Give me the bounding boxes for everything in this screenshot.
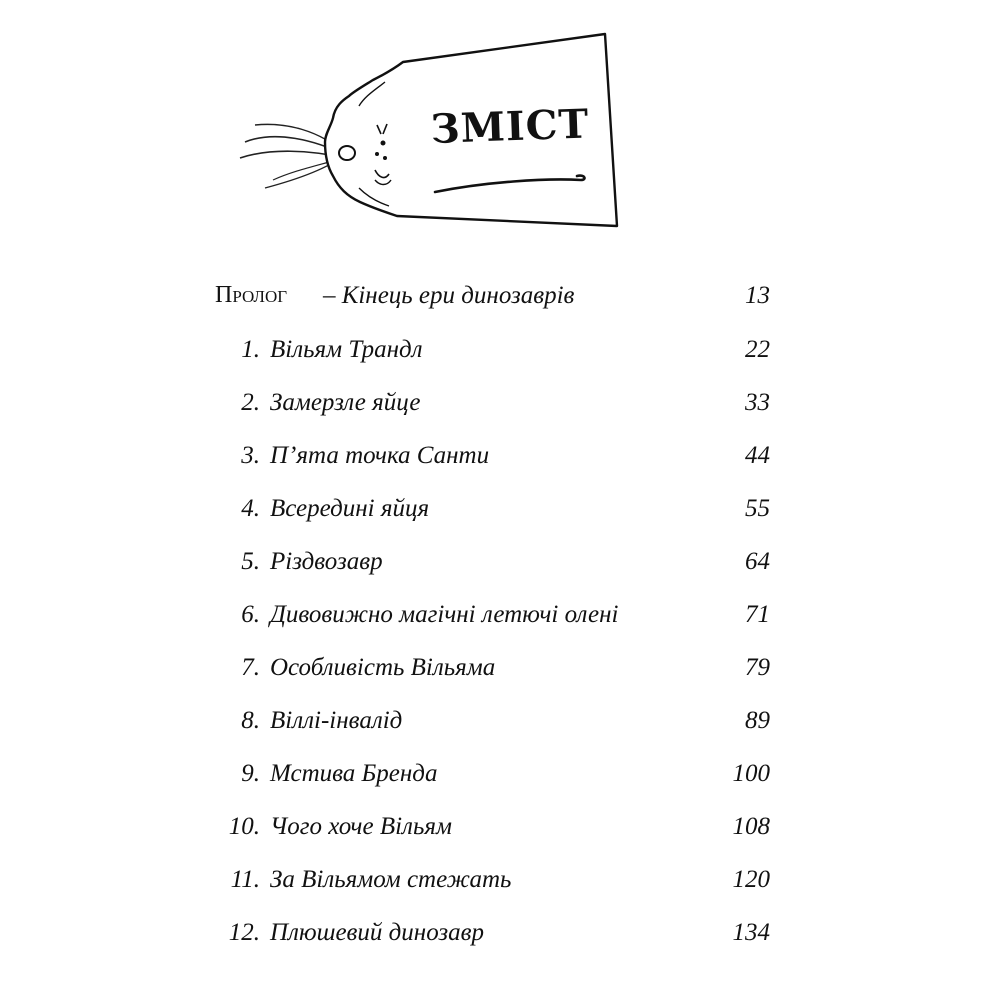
toc-chapter-title: Замерзле яйце <box>270 389 421 416</box>
toc-page-number: 64 <box>745 548 770 575</box>
toc-chapter-title: П’ята точка Санти <box>270 442 490 469</box>
toc-page-number: 79 <box>745 654 770 681</box>
toc-row[interactable] <box>205 654 770 694</box>
luggage-tag <box>225 30 625 250</box>
toc-chapter-number: 5. <box>241 548 260 575</box>
toc-page-number: 22 <box>745 336 770 363</box>
toc-chapter-number: 8. <box>241 707 260 734</box>
toc-prologue-title: – Кінець ери динозаврів <box>323 282 575 309</box>
toc-chapter-title: За Вільямом стежать <box>270 866 512 893</box>
toc-page-number: 120 <box>732 866 770 893</box>
toc-chapter-title: Різдвозавр <box>270 548 383 575</box>
toc-chapter-title: Особливість Вільяма <box>270 654 496 681</box>
toc-chapter-title: Дивовижно магічні летючі олені <box>270 601 619 628</box>
toc-page-number: 100 <box>732 760 770 787</box>
toc-page-number: 33 <box>745 389 770 416</box>
toc-row[interactable] <box>205 813 770 853</box>
toc-chapter-number: 11. <box>230 866 260 893</box>
toc-chapter-number: 10. <box>228 813 260 840</box>
toc-chapter-number: 2. <box>241 389 260 416</box>
toc-chapter-title: Вільям Трандл <box>270 336 423 363</box>
toc-row[interactable] <box>205 548 770 588</box>
toc-page-number: 89 <box>745 707 770 734</box>
toc-page-number: 108 <box>732 813 770 840</box>
toc-page-number: 13 <box>745 282 770 309</box>
toc-chapter-number: 4. <box>241 495 260 522</box>
toc-row[interactable] <box>205 336 770 376</box>
toc-row[interactable] <box>205 919 770 959</box>
toc-chapter-number: 7. <box>241 654 260 681</box>
toc-chapter-title: Плюшевий динозавр <box>270 919 484 946</box>
toc-row[interactable] <box>205 389 770 429</box>
toc-chapter-number: 3. <box>241 442 260 469</box>
toc-chapter-title: Всередині яйця <box>270 495 430 522</box>
toc-page-number: 44 <box>745 442 770 469</box>
toc-chapter-number: 6. <box>241 601 260 628</box>
toc-chapter-number: 1. <box>241 336 260 363</box>
toc-row[interactable] <box>205 495 770 535</box>
toc-row[interactable] <box>205 442 770 482</box>
toc-page-number: 55 <box>745 495 770 522</box>
toc-row[interactable] <box>205 707 770 747</box>
toc-row[interactable] <box>205 866 770 906</box>
toc-row-prologue[interactable] <box>205 282 770 322</box>
toc-row[interactable] <box>205 601 770 641</box>
toc-page-number: 134 <box>732 919 770 946</box>
toc-chapter-number: 12. <box>228 919 260 946</box>
toc-row[interactable] <box>205 760 770 800</box>
toc-chapter-title: Чого хоче Вільям <box>270 813 452 840</box>
toc-prologue-label: Пролог <box>215 282 288 308</box>
contents-title: ЗМІСТ <box>430 100 590 153</box>
toc-chapter-number: 9. <box>241 760 260 787</box>
toc-chapter-title: Віллі-інвалід <box>270 707 403 734</box>
toc-page-number: 71 <box>745 601 770 628</box>
toc-chapter-title: Мстива Бренда <box>270 760 438 787</box>
